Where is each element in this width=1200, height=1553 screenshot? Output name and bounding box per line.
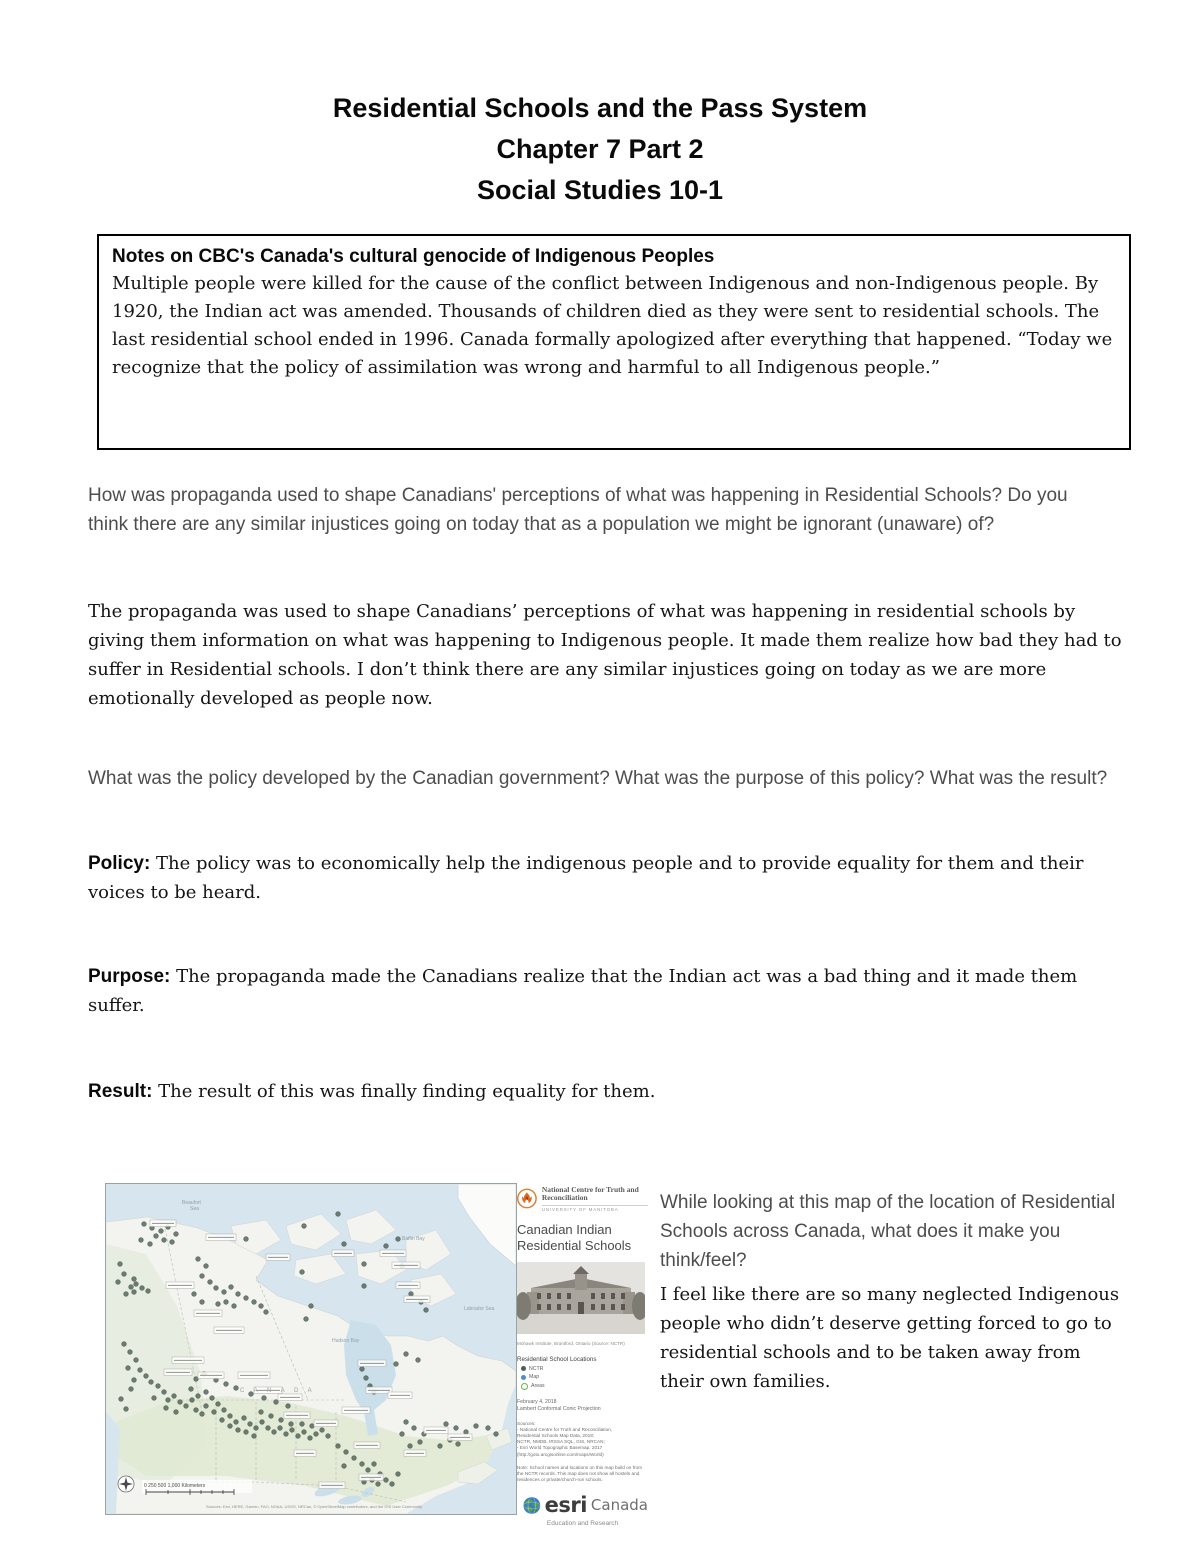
svg-text:C A N A D A: C A N A D A <box>240 1388 316 1394</box>
nctr-org-sub: UNIVERSITY OF MANITOBA <box>542 1205 648 1212</box>
esri-wordmark: esri <box>544 1493 587 1518</box>
source-line: - Esri World Topographic Basemap, 2017 <box>517 1445 603 1451</box>
residential-schools-map <box>105 1183 517 1515</box>
nctr-header <box>517 1185 648 1212</box>
notes-box <box>97 234 1131 450</box>
panel-sources <box>517 1421 648 1458</box>
question-policy: What was the policy developed by the Canadian government? What was the purpose of this policy? What was the result? <box>88 768 1108 789</box>
nctr-flame-icon <box>517 1185 537 1212</box>
svg-text:Sea: Sea <box>190 1206 199 1212</box>
legend-marker-icon <box>521 1366 526 1371</box>
legend-label: NCTR <box>529 1365 544 1372</box>
map-legend-panel <box>517 1185 648 1547</box>
map-attribution: Sources: Esri, HERE, Garmin, FAO, NOAA, USGS, NRCan, © OpenStreetMap contributors, and the GIS User Community <box>206 1504 423 1509</box>
compass-rose-icon <box>118 1476 134 1492</box>
svg-text:Hudson Bay: Hudson Bay <box>332 1338 360 1344</box>
legend-item <box>521 1383 648 1390</box>
esri-logo <box>523 1493 648 1517</box>
title-line-1: Residential Schools and the Pass System <box>332 93 868 123</box>
purpose-label: Purpose: <box>88 966 171 987</box>
question-propaganda: How was propaganda used to shape Canadians' perceptions of what was happening in Residential Schools? Do you think there are any similar injustices going on today that as a population we might be ignorant (unaware) of? <box>88 485 1068 535</box>
notes-heading: Notes on CBC's Canada's cultural genocide of Indigenous Peoples <box>112 246 715 267</box>
notes-body: Multiple people were killed for the cause of the conflict between Indigenous and non-Indigenous people. By 1920, the Indian act was amended. Thousands of children died as they were sent to residential schools. The last residential school ended in 1996. Canada formally apologized after everything that happened. “Today we recognize that the policy of assimilation was wrong and harmful to all Indigenous people.” <box>112 273 1113 378</box>
esri-subtitle: Education and Research <box>546 1520 619 1528</box>
source-line: (http://goto.arcgisonline.com/maps/World) <box>517 1451 604 1457</box>
esri-globe-icon <box>523 1494 541 1517</box>
title-line-3: Social Studies 10-1 <box>476 175 724 205</box>
legend-label: Map <box>529 1374 540 1380</box>
svg-text:Labrador Sea: Labrador Sea <box>464 1306 495 1312</box>
map-answer: I feel like there are so many neglected Indigenous people who didn’t deserve getting forced to go to residential schools and to be taken away from their own families. <box>660 1284 1120 1392</box>
scale-bar <box>142 1480 252 1495</box>
title-line-2: Chapter 7 Part 2 <box>496 134 704 164</box>
nctr-org-text <box>542 1186 648 1212</box>
canada-map-graphic <box>106 1184 516 1514</box>
scale-text: 0 250 500 1,000 Kilometers <box>144 1483 206 1489</box>
result-paragraph <box>88 1077 1088 1106</box>
legend-label: Areas <box>531 1383 545 1389</box>
residential-school-photo <box>517 1262 645 1334</box>
purpose-paragraph <box>88 962 1133 1020</box>
policy-paragraph <box>88 849 1098 907</box>
panel-date-block <box>517 1399 648 1413</box>
answer-propaganda: The propaganda was used to shape Canadians’ perceptions of what was happening in residential schools by giving them information on what was happening to Indigenous people. It made them realize how bad they had to suffer in Residential schools. I don’t think there are any similar injustices going on today as we are more emotionally developed as people now. <box>88 601 1122 709</box>
map-question: While looking at this map of the location of Residential Schools across Canada, what does it make you think/feel? <box>660 1192 1116 1271</box>
legend-marker-icon <box>521 1383 528 1390</box>
policy-label: Policy: <box>88 853 151 874</box>
legend-marker-icon <box>521 1375 526 1380</box>
legend-title: Residential School Locations <box>517 1356 597 1363</box>
photo-caption: Mohawk Institute, Brantford, Ontario (Source: NCTR) <box>517 1341 625 1346</box>
source-line: Sources: <box>517 1420 536 1426</box>
svg-text:Baffin Bay: Baffin Bay <box>402 1236 425 1242</box>
panel-date: February 4, 2018 <box>517 1398 557 1405</box>
legend-items <box>517 1366 648 1390</box>
legend-item <box>521 1374 648 1380</box>
policy-text: The policy was to economically help the indigenous people and to provide equality for them and their voices to be heard. <box>88 853 1084 903</box>
panel-map-title: Canadian Indian Residential Schools <box>517 1222 632 1253</box>
document-title <box>0 88 1200 211</box>
source-line: NCTR, NMDB, IRSSA SQL, GIS, NRCAN; <box>517 1439 605 1445</box>
legend-item <box>521 1366 648 1372</box>
result-label: Result: <box>88 1081 153 1102</box>
svg-text:Beaufort: Beaufort <box>182 1200 201 1206</box>
esri-region: Canada <box>590 1496 648 1515</box>
source-line: Residential Schools Map Data, 2018; <box>517 1432 595 1438</box>
panel-projection: Lambert Conformal Conic Projection <box>517 1405 601 1412</box>
nctr-org-name: National Centre for Truth and Reconciliation <box>541 1184 639 1202</box>
source-line: - National Centre for Truth and Reconciliation, <box>517 1426 613 1432</box>
purpose-text: The propaganda made the Canadians realize that the Indian act was a bad thing and it made them suffer. <box>88 966 1078 1016</box>
panel-note: Note: School names and locations on this map build on from the NCTR records. This map does not show all hostels and residences or private/church-run schools. <box>517 1464 643 1483</box>
result-text: The result of this was finally finding equality for them. <box>152 1081 656 1102</box>
